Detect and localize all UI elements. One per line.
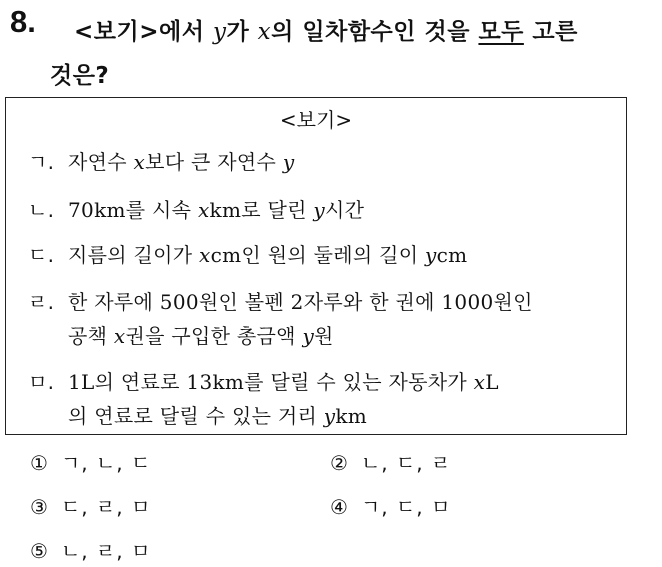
item-text: 인 원의 둘레의 길이 (241, 243, 426, 267)
unit-km: km (209, 198, 242, 222)
choice-4[interactable] (330, 491, 451, 520)
choice-number: ③ (30, 495, 49, 519)
item-text: 공책 (68, 324, 114, 348)
item-text: 원 (314, 324, 334, 348)
number-value: 1 (68, 370, 82, 394)
variable-x: x (199, 243, 211, 267)
variable-y: y (323, 404, 336, 428)
choice-2[interactable] (330, 447, 451, 476)
choice-text: ㄱ, ㄷ, ㅁ (360, 495, 452, 519)
number-value: 500 (159, 290, 199, 314)
number-value: 13 (186, 370, 213, 394)
choice-number: ④ (330, 495, 349, 519)
question-text-segment: 에서 (158, 19, 213, 45)
choice-text: ㄷ, ㄹ, ㅁ (60, 495, 152, 519)
variable-y: y (313, 198, 326, 222)
unit-km: km (94, 198, 126, 222)
bogi-item-nieun (28, 194, 364, 223)
question-text-segment: 가 (226, 19, 258, 45)
choice-number: ② (330, 451, 349, 475)
bogi-reference: <보기> (74, 19, 159, 45)
item-marker: ㄱ. (28, 150, 55, 174)
choice-text: ㄴ, ㄷ, ㄹ (360, 451, 452, 475)
unit-liter: L (485, 370, 499, 394)
choice-1[interactable] (30, 447, 151, 476)
variable-y: y (425, 243, 437, 267)
variable-x: x (197, 198, 210, 222)
item-text: 의 연료로 (94, 370, 187, 394)
item-marker: ㄴ. (28, 198, 55, 222)
item-text: 원인 볼펜 (198, 290, 291, 314)
item-text: 로 달린 (241, 198, 314, 222)
item-text: 를 시속 (125, 198, 198, 222)
number-value: 1000 (441, 290, 494, 314)
bogi-box-title: <보기> (279, 108, 353, 132)
question-text-line1 (74, 13, 578, 46)
unit-cm: cm (210, 243, 242, 267)
bogi-item-rieul-continued (68, 320, 334, 349)
choice-number: ① (30, 451, 49, 475)
choice-5[interactable] (30, 535, 151, 564)
question-number: 8. (10, 4, 36, 39)
choice-3[interactable] (30, 491, 151, 520)
unit-liter: L (81, 370, 95, 394)
item-marker: ㄹ. (28, 290, 55, 314)
question-text-segment: 고른 (523, 19, 578, 45)
variable-x: x (257, 19, 272, 45)
unit-cm: cm (436, 243, 468, 267)
bogi-item-mieum (28, 366, 499, 395)
unit-km: km (212, 370, 245, 394)
item-text: 권을 구입한 총금액 (125, 324, 303, 348)
item-marker: ㅁ. (28, 370, 55, 394)
bogi-item-digeut (28, 239, 467, 268)
choice-text: ㄱ, ㄴ, ㄷ (60, 451, 152, 475)
choice-text: ㄴ, ㄹ, ㅁ (60, 539, 152, 563)
variable-x: x (473, 370, 486, 394)
item-text: 자루와 한 권에 (303, 290, 442, 314)
item-text: 의 연료로 달릴 수 있는 거리 (68, 404, 324, 428)
number-value: 2 (290, 290, 304, 314)
item-text: 를 달릴 수 있는 자동차가 (244, 370, 474, 394)
bogi-item-giyeok (28, 146, 294, 175)
variable-y: y (302, 324, 315, 348)
variable-x: x (113, 324, 126, 348)
item-marker: ㄷ. (28, 243, 55, 267)
item-text: 시간 (325, 198, 365, 222)
question-text-line2: 것은? (50, 63, 110, 89)
item-text: 원인 (493, 290, 533, 314)
number-value: 70 (68, 198, 95, 222)
unit-km: km (335, 404, 368, 428)
bogi-box (5, 97, 627, 435)
bogi-item-rieul (28, 286, 533, 315)
choice-number: ⑤ (30, 539, 49, 563)
bogi-item-mieum-continued (68, 400, 367, 429)
variable-y: y (212, 19, 227, 45)
item-text: 자연수 (68, 150, 134, 174)
item-text: 보다 큰 자연수 (145, 150, 283, 174)
variable-x: x (133, 150, 146, 174)
emphasis-underlined: 모두 (478, 19, 524, 45)
item-text: 지름의 길이가 (68, 243, 200, 267)
item-text: 한 자루에 (68, 290, 160, 314)
variable-y: y (282, 150, 295, 174)
question-text-segment: 의 일차함수인 것을 (271, 19, 479, 45)
